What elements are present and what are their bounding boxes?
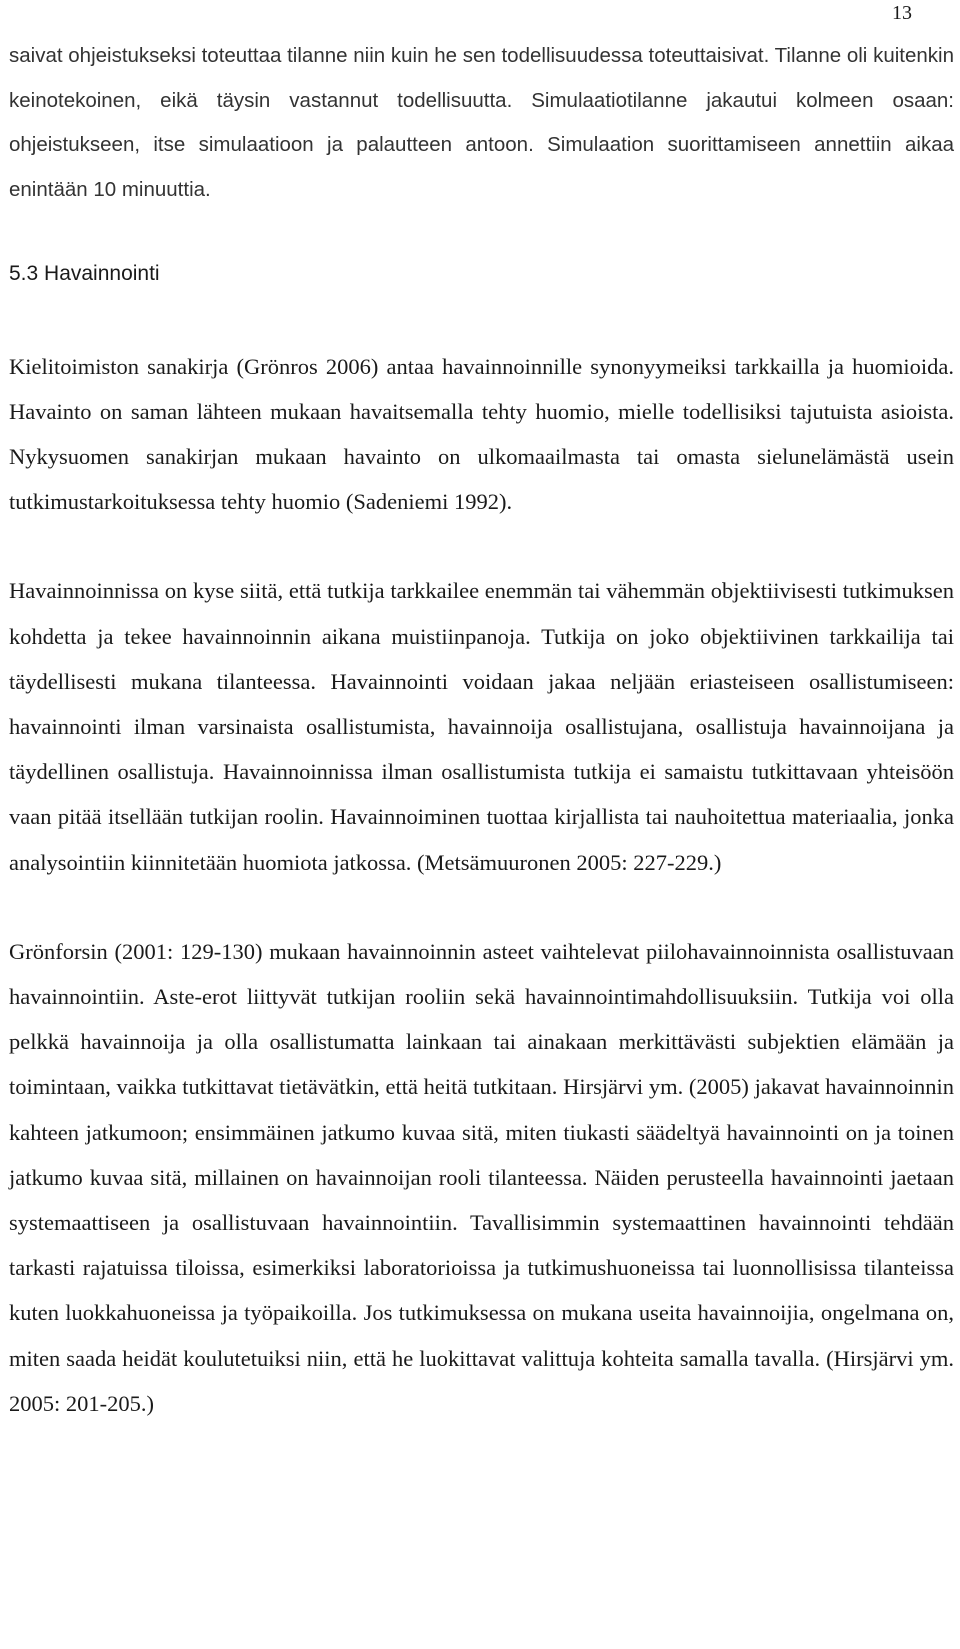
intro-paragraph: saivat ohjeistukseksi toteuttaa tilanne niin kuin he sen todellisuudessa toteuttaisivat. Tilanne oli kuitenkin keinotekoinen, eikä täysin vastannut todellisuutta. Simulaatiotilanne jakautui kolmeen osaan: ohjeistukseen, itse simulaatioon ja palautteen antoon. Simulaation suorittamiseen annettiin aikaa enintään 10 minuuttia. <box>9 44 954 201</box>
page-number: 13 <box>892 2 912 24</box>
document-body <box>9 34 954 1426</box>
paragraph-observation-definition: Kielitoimiston sanakirja (Grönros 2006) antaa havainnoinnille synonyymeiksi tarkkailla ja huomioida. Havainto on saman lähteen mukaan havaitsemalla tehty huomio, mielle todellisiksi tajutuista asioista. Nykysuomen sanakirjan mukaan havainto on ulkomaailmasta tai omasta sielunelämästä usein tutkimustarkoituksessa tehty huomio (Sadeniemi 1992). <box>9 353 954 515</box>
paragraph-observation-degrees: Grönforsin (2001: 129-130) mukaan havainnoinnin asteet vaihtelevat piilohavainnoinnista osallistuvaan havainnointiin. Aste-erot liittyvät tutkijan rooliin sekä havainnointimahdollisuuksiin. Tutkija voi olla pelkkä havainnoija ja olla osallistumatta lainkaan tai ainakaan merkittävästi subjektien elämään ja toimintaan, vaikka tutkittavat tietävätkin, että heitä tutkitaan. Hirsjärvi ym. (2005) jakavat havainnoinnin kahteen jatkumoon; ensimmäinen jatkumo kuvaa sitä, miten tiukasti säädeltyä havainnointi on ja toinen jatkumo kuvaa sitä, millainen on havainnoijan rooli tilanteessa. Näiden perusteella havainnointi jaetaan systemaattiseen ja osallistuvaan havainnointiin. Tavallisimmin systemaattinen havainnointi tehdään tarkasti rajatuissa tiloissa, esimerkiksi laboratorioissa ja tutkimushuoneissa tai luonnollisissa tilanteissa kuten luokkahuoneissa ja työpaikoilla. Jos tutkimuksessa on mukana useita havainnoijia, ongelmana on, miten saada heidät koulutetuiksi niin, että he luokittavat valittuja kohteita samalla tavalla. (Hirsjärvi ym. 2005: 201-205.) <box>9 938 954 1416</box>
paragraph-observation-roles: Havainnoinnissa on kyse siitä, että tutkija tarkkailee enemmän tai vähemmän objektiivisesti tutkimuksen kohdetta ja tekee havainnoinnin aikana muistiinpanoja. Tutkija on joko objektiivinen tarkkailija tai täydellisesti mukana tilanteessa. Havainnointi voidaan jakaa neljään eriasteiseen osallistumiseen: havainnointi ilman varsinaista osallistumista, havainnoija osallistujana, osallistuja havainnoijana ja täydellinen osallistuja. Havainnoinnissa ilman osallistumista tutkija ei samaistu tutkittavaan yhteisöön vaan pitää itsellään tutkijan roolin. Havainnoiminen tuottaa kirjallista tai nauhoitettua materiaalia, jonka analysointiin kiinnitetään huomiota jatkossa. (Metsämuuronen 2005: 227-229.) <box>9 578 954 875</box>
section-heading: 5.3 Havainnointi <box>9 262 160 285</box>
